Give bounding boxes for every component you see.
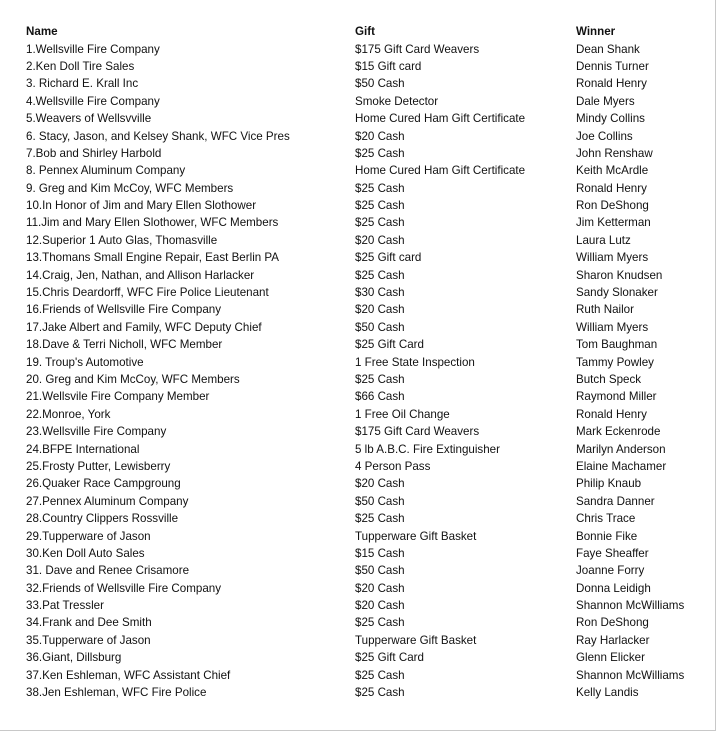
table-row [26, 440, 706, 457]
cell-gift: $25 Cash [355, 216, 405, 230]
cell-name: 17.Jake Albert and Family, WFC Deputy Chief [26, 320, 262, 334]
cell-name: 31. Dave and Renee Crisamore [26, 564, 190, 578]
table-row [26, 527, 706, 544]
table-row [26, 180, 706, 197]
table-row [26, 284, 706, 301]
column-header-gift: Gift [355, 25, 375, 39]
cell-winner: William Myers [576, 251, 649, 265]
table-row [26, 666, 706, 683]
cell-winner: William Myers [576, 320, 649, 334]
table-row [26, 145, 706, 162]
table-row [26, 214, 706, 231]
cell-name: 24.BFPE International [26, 442, 140, 456]
cell-gift: $25 Cash [355, 686, 405, 700]
cell-name: 1.Wellsville Fire Company [26, 42, 160, 56]
table-row [26, 353, 706, 370]
cell-winner: Kelly Landis [576, 686, 639, 700]
cell-name: 36.Giant, Dillsburg [26, 651, 122, 665]
cell-winner: Ruth Nailor [576, 303, 634, 317]
cell-name: 10.In Honor of Jim and Mary Ellen Slothower [26, 199, 257, 213]
cell-name: 6. Stacy, Jason, and Kelsey Shank, WFC Vice Pres [26, 129, 290, 143]
cell-gift: $25 Cash [355, 373, 405, 386]
table-row [26, 197, 706, 214]
cell-gift: $20 Cash [355, 129, 405, 143]
table-row [26, 406, 706, 423]
cell-gift: $25 Cash [355, 199, 405, 213]
cell-gift: $50 Cash [355, 564, 405, 578]
cell-winner: Joe Collins [576, 129, 633, 143]
cell-winner: Joanne Forry [576, 564, 645, 578]
table-row [26, 510, 706, 527]
cell-gift: $25 Gift card [355, 251, 422, 265]
cell-gift: $25 Cash [355, 512, 405, 526]
table-body [26, 40, 706, 701]
cell-winner: Ray Harlacker [576, 633, 650, 647]
column-header-winner: Winner [576, 25, 616, 39]
cell-gift: Tupperware Gift Basket [355, 633, 477, 647]
cell-name: 25.Frosty Putter, Lewisberry [26, 459, 171, 473]
cell-winner: Sandy Slonaker [576, 286, 658, 300]
table-header-row [26, 23, 706, 40]
cell-winner: Ronald Henry [576, 77, 647, 91]
cell-name: 21.Wellsvile Fire Company Member [26, 390, 210, 404]
cell-winner: Elaine Machamer [576, 459, 667, 473]
cell-winner: Ronald Henry [576, 407, 647, 421]
table-row [26, 58, 706, 75]
cell-winner: Tammy Powley [576, 355, 654, 369]
table-row [26, 614, 706, 631]
cell-winner: Ron DeShong [576, 616, 649, 630]
cell-name: 7.Bob and Shirley Harbold [26, 146, 162, 160]
cell-gift: $175 Gift Card Weavers [355, 425, 480, 439]
cell-gift: $20 Cash [355, 303, 405, 317]
table-row [26, 423, 706, 440]
table-row [26, 110, 706, 127]
table-row [26, 40, 706, 57]
table-row [26, 493, 706, 510]
cell-name: 2.Ken Doll Tire Sales [26, 59, 135, 73]
table-row [26, 562, 706, 579]
cell-name: 26.Quaker Race Campgroung [26, 477, 181, 491]
cell-name: 3. Richard E. Krall Inc [26, 77, 139, 91]
table-row [26, 319, 706, 336]
cell-winner: Jim Ketterman [576, 216, 651, 230]
table-row [26, 388, 706, 405]
cell-name: 37.Ken Eshleman, WFC Assistant Chief [26, 668, 231, 682]
cell-name: 32.Friends of Wellsville Fire Company [26, 581, 222, 595]
table-row [26, 301, 706, 318]
table-row [26, 249, 706, 266]
table-row [26, 545, 706, 562]
cell-gift: $15 Gift card [355, 59, 422, 73]
cell-winner: Bonnie Fike [576, 529, 638, 543]
table-row [26, 649, 706, 666]
table-row [26, 336, 706, 353]
cell-gift: $25 Gift Card [355, 651, 424, 665]
table-row [26, 127, 706, 144]
table-row [26, 93, 706, 110]
table-row [26, 632, 706, 649]
cell-winner: Shannon McWilliams [576, 668, 685, 682]
cell-winner: John Renshaw [576, 146, 653, 160]
cell-winner: Ronald Henry [576, 181, 647, 195]
cell-name: 29.Tupperware of Jason [26, 529, 151, 543]
cell-name: 15.Chris Deardorff, WFC Fire Police Lieutenant [26, 286, 269, 300]
table-row [26, 458, 706, 475]
cell-gift: $20 Cash [355, 233, 405, 247]
cell-winner: Glenn Elicker [576, 651, 645, 665]
cell-name: 9. Greg and Kim McCoy, WFC Members [26, 181, 234, 195]
cell-winner: Laura Lutz [576, 233, 631, 247]
table-row [26, 475, 706, 492]
cell-winner: Mark Eckenrode [576, 425, 661, 439]
cell-name: 22.Monroe, York [26, 407, 111, 421]
cell-gift: $25 Gift Card [355, 338, 424, 352]
cell-gift: $25 Cash [355, 181, 405, 195]
cell-winner: Keith McArdle [576, 164, 649, 178]
cell-gift: 5 lb A.B.C. Fire Extinguisher [355, 442, 500, 456]
cell-gift: $50 Cash [355, 320, 405, 334]
cell-name: 13.Thomans Small Engine Repair, East Berlin PA [26, 251, 280, 265]
cell-name: 34.Frank and Dee Smith [26, 616, 152, 630]
cell-name: 28.Country Clippers Rossville [26, 512, 179, 526]
cell-name: 19. Troup's Automotive [26, 355, 144, 369]
cell-winner: Faye Sheaffer [576, 546, 649, 560]
cell-winner: Sandra Danner [576, 494, 655, 508]
cell-name: 14.Craig, Jen, Nathan, and Allison Harlacker [26, 268, 255, 282]
cell-name: 20. Greg and Kim McCoy, WFC Members [26, 373, 240, 386]
cell-name: 5.Weavers of Wellsvville [26, 112, 152, 126]
cell-gift: $50 Cash [355, 77, 405, 91]
prize-winners-table [26, 23, 706, 701]
cell-gift: $25 Cash [355, 268, 405, 282]
cell-gift: Tupperware Gift Basket [355, 529, 477, 543]
cell-gift: $20 Cash [355, 581, 405, 595]
cell-winner: Chris Trace [576, 512, 636, 526]
cell-winner: Dale Myers [576, 94, 635, 108]
cell-name: 4.Wellsville Fire Company [26, 94, 160, 108]
cell-gift: $20 Cash [355, 599, 405, 613]
table-row [26, 266, 706, 283]
column-header-name: Name [26, 25, 58, 39]
cell-winner: Donna Leidigh [576, 581, 651, 595]
cell-gift: Smoke Detector [355, 94, 439, 108]
cell-winner: Mindy Collins [576, 112, 645, 126]
cell-name: 38.Jen Eshleman, WFC Fire Police [26, 686, 207, 700]
cell-gift: $30 Cash [355, 286, 405, 300]
table-row [26, 232, 706, 249]
cell-gift: $25 Cash [355, 146, 405, 160]
cell-name: 23.Wellsville Fire Company [26, 425, 167, 439]
cell-name: 35.Tupperware of Jason [26, 633, 151, 647]
cell-gift: 1 Free Oil Change [355, 407, 450, 421]
table-row [26, 75, 706, 92]
cell-winner: Marilyn Anderson [576, 442, 666, 456]
cell-name: 27.Pennex Aluminum Company [26, 494, 189, 508]
cell-winner: Dean Shank [576, 42, 640, 56]
cell-name: 30.Ken Doll Auto Sales [26, 546, 145, 560]
table-row [26, 597, 706, 614]
cell-name: 12.Superior 1 Auto Glas, Thomasville [26, 233, 218, 247]
cell-gift: $66 Cash [355, 390, 405, 404]
table-row [26, 580, 706, 597]
cell-winner: Raymond Miller [576, 390, 657, 404]
cell-gift: Home Cured Ham Gift Certificate [355, 112, 526, 126]
table-row [26, 684, 706, 701]
cell-winner: Ron DeShong [576, 199, 649, 213]
cell-gift: $50 Cash [355, 494, 405, 508]
cell-name: 11.Jim and Mary Ellen Slothower, WFC Members [26, 216, 279, 230]
cell-winner: Philip Knaub [576, 477, 642, 491]
cell-winner: Tom Baughman [576, 338, 658, 352]
cell-winner: Butch Speck [576, 373, 642, 386]
cell-winner: Dennis Turner [576, 59, 649, 73]
cell-name: 8. Pennex Aluminum Company [26, 164, 186, 178]
cell-gift: Home Cured Ham Gift Certificate [355, 164, 526, 178]
cell-name: 33.Pat Tressler [26, 599, 104, 613]
cell-name: 18.Dave & Terri Nicholl, WFC Member [26, 338, 223, 352]
cell-gift: $15 Cash [355, 546, 405, 560]
cell-name: 16.Friends of Wellsville Fire Company [26, 303, 222, 317]
table-row [26, 162, 706, 179]
cell-gift: $20 Cash [355, 477, 405, 491]
cell-gift: 4 Person Pass [355, 459, 431, 473]
cell-gift: $25 Cash [355, 668, 405, 682]
table-row [26, 371, 706, 388]
cell-gift: $175 Gift Card Weavers [355, 42, 480, 56]
cell-winner: Sharon Knudsen [576, 268, 663, 282]
cell-gift: $25 Cash [355, 616, 405, 630]
cell-gift: 1 Free State Inspection [355, 355, 475, 369]
cell-winner: Shannon McWilliams [576, 599, 685, 613]
